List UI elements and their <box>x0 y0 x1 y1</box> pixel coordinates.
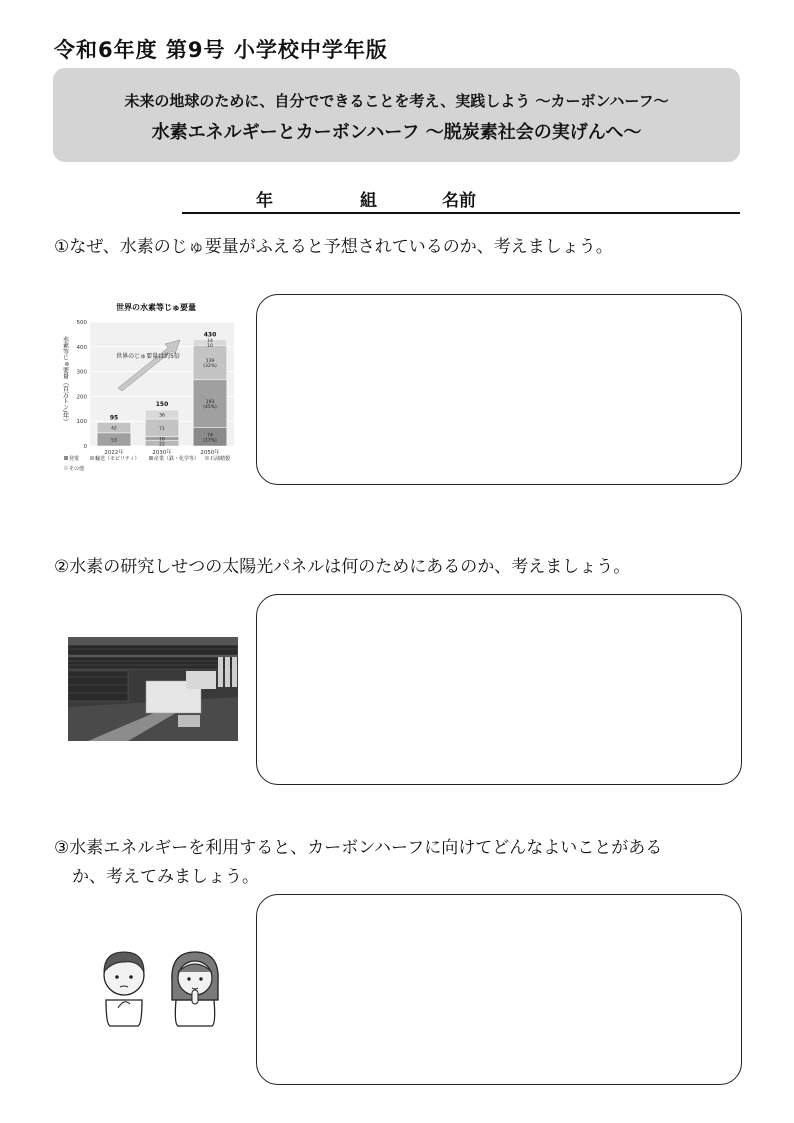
answer-box-3[interactable] <box>256 894 742 1085</box>
y-tick-label: 100 <box>76 419 87 426</box>
legend-swatch <box>64 456 68 460</box>
bar-segment-label: 53 <box>111 438 117 444</box>
x-tick-label: 2022年 <box>104 450 124 456</box>
question-3-line-2: か、考えてみましょう。 <box>72 867 259 887</box>
y-tick-label: 0 <box>83 444 87 450</box>
answer-box-1[interactable] <box>256 294 742 485</box>
legend-swatch <box>205 456 209 460</box>
bar-segment-label: (45%) <box>203 405 217 411</box>
bar-segment-label: (32%) <box>203 364 217 370</box>
chart-legend <box>64 455 230 472</box>
question-1: ①なぜ、水素のじゅ要量がふえると予想されているのか、考えましょう。 <box>54 237 613 257</box>
legend-label: 石油精製 <box>210 456 231 462</box>
bar-segment-label: 139 <box>205 359 215 365</box>
grade-label: 年 <box>256 191 273 211</box>
name-row <box>182 186 740 214</box>
bar-total-label: 430 <box>203 331 217 339</box>
y-tick-label: 300 <box>76 369 87 376</box>
bar-total-label: 95 <box>109 414 119 422</box>
page-title: 令和6年度 第9号 小学校中学年版 <box>54 38 388 62</box>
legend-swatch <box>64 466 68 470</box>
x-tick-label: 2050年 <box>200 450 220 456</box>
banner-subtitle: 未来の地球のために、自分でできることを考え、実践しよう ～カーボンハーフ～ <box>124 92 669 110</box>
y-tick-label: 200 <box>76 394 87 401</box>
girl-illustration <box>172 952 218 1026</box>
legend-label: その他 <box>69 466 85 472</box>
chart-ylabel: 水素等じゅ要量（百万トン/年） <box>61 336 69 425</box>
legend-swatch <box>149 456 153 460</box>
bar-segment-label: 42 <box>111 426 117 432</box>
legend-swatch <box>90 456 94 460</box>
solar-facility-photo <box>68 637 238 741</box>
hydrogen-demand-chart <box>56 296 240 482</box>
legend-label: 産業（鉄・化学等） <box>154 456 200 462</box>
legend-label: 輸送（モビリティ） <box>95 456 140 462</box>
chart-plot-area <box>77 320 235 456</box>
bar-segment-label: 71 <box>159 426 165 432</box>
thinking-children-illustration <box>88 942 238 1028</box>
chart-title: 世界の水素等じゅ要量 <box>116 303 196 312</box>
bar-segment-label: 36 <box>159 413 165 419</box>
bar-segment-label: (17%) <box>203 438 217 444</box>
x-tick-label: 2030年 <box>152 450 172 456</box>
class-label: 組 <box>360 191 377 211</box>
boy-illustration <box>104 952 144 1026</box>
question-3-line-1: ③水素エネルギーを利用すると、カーボンハーフに向けてどんなよいことがある <box>54 838 663 858</box>
chart-annotation: 世界のじゅ要量は約5倍 <box>116 353 180 360</box>
bar-segment-label: 10 <box>207 343 213 349</box>
bar-total-label: 150 <box>155 400 169 408</box>
bar-segment-label: 193 <box>205 400 215 406</box>
y-tick-label: 500 <box>76 320 87 326</box>
theme-banner <box>53 68 740 162</box>
name-label: 名前 <box>442 191 476 211</box>
bar-segment-label: 16 <box>159 437 165 443</box>
answer-box-2[interactable] <box>256 594 742 785</box>
legend-label: 発電 <box>69 456 80 462</box>
bar-segment-label: 74 <box>207 433 213 439</box>
banner-theme: 水素エネルギーとカーボンハーフ ～脱炭素社会の実げんへ～ <box>151 122 642 143</box>
bar-segment-label: 22 <box>159 442 165 448</box>
question-2: ②水素の研究しせつの太陽光パネルは何のためにあるのか、考えましょう。 <box>54 557 631 577</box>
bar-segment-label: 14 <box>207 338 213 344</box>
y-tick-label: 400 <box>76 344 87 351</box>
